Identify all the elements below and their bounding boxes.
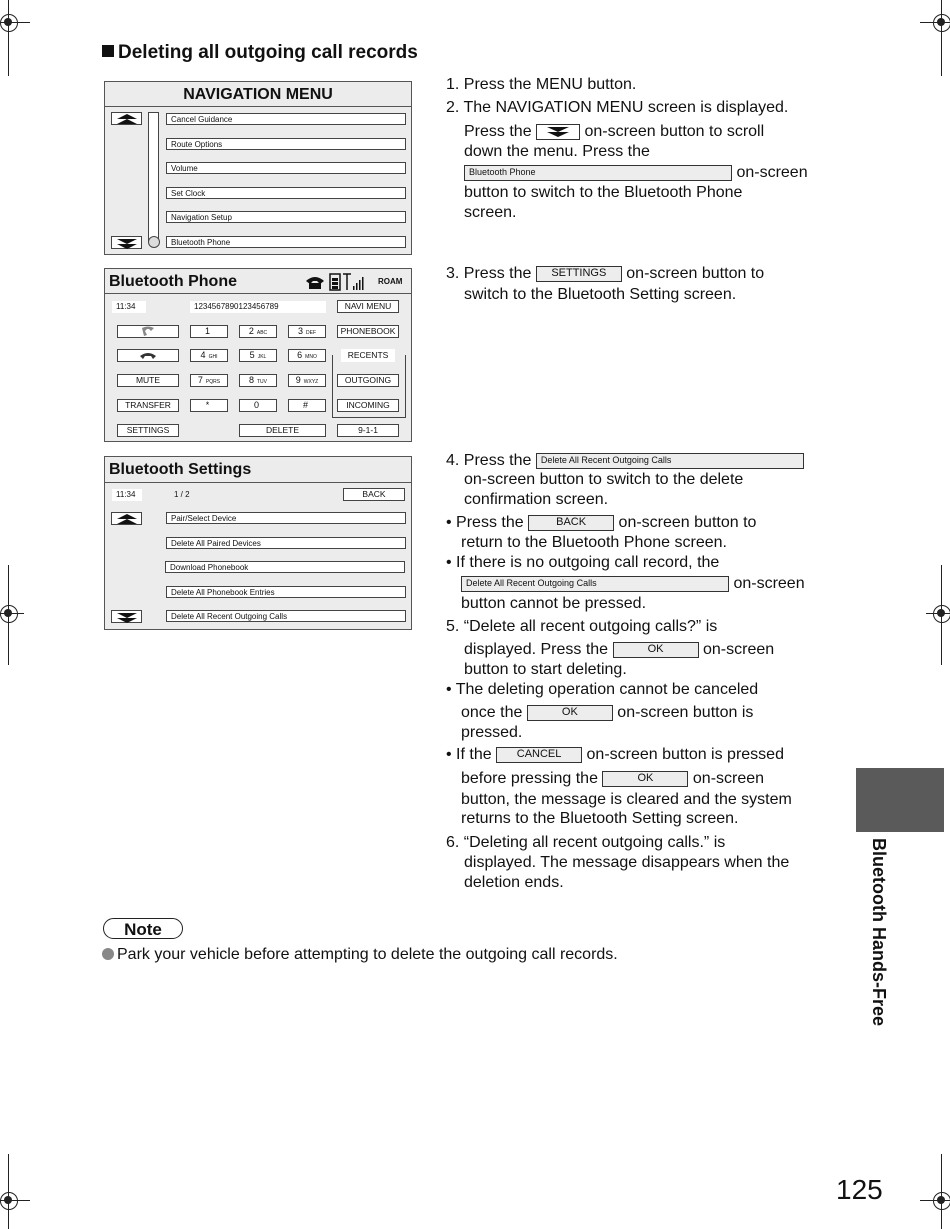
bluetooth-settings-screen: [104, 456, 412, 630]
scroll-down-button[interactable]: [111, 236, 142, 249]
step-text: on-screen button is: [617, 704, 754, 721]
handset-icon: [138, 326, 158, 337]
step-text: on-screen: [692, 770, 765, 787]
dialed-number: 1234567890123456789: [190, 301, 326, 313]
keypad-digit: 3: [297, 326, 303, 336]
step-3: [446, 264, 764, 284]
step-6-line-c: deletion ends.: [464, 874, 564, 891]
keypad-letters: TUV: [257, 379, 267, 385]
note-text: [102, 946, 618, 964]
step-2-line-d: [464, 163, 808, 183]
delete-button[interactable]: DELETE: [239, 424, 326, 437]
step-5-line-b: [464, 640, 774, 660]
inline-cancel-button: CANCEL: [496, 747, 582, 763]
phonebook-button[interactable]: PHONEBOOK: [337, 325, 399, 338]
inline-back-button: BACK: [528, 515, 614, 531]
navigation-menu-title: NAVIGATION MENU: [183, 86, 333, 103]
keypad-digit: 0: [253, 400, 259, 410]
keypad-key[interactable]: [190, 399, 228, 412]
keypad-digit: 6: [297, 350, 303, 360]
keypad-digit: 8: [248, 375, 254, 385]
inline-delete-recent-outgoing-button: Delete All Recent Outgoing Calls: [536, 453, 804, 469]
step-2-line-e: button to switch to the Bluetooth Phone: [464, 184, 743, 201]
note-label: Note: [103, 918, 183, 939]
settings-item-pair-select-device[interactable]: Pair/Select Device: [166, 512, 406, 524]
keypad-key[interactable]: [288, 349, 326, 362]
scroll-up-button[interactable]: [111, 512, 142, 525]
section-title-text: Deleting all outgoing call records: [118, 42, 418, 63]
inline-bluetooth-phone-button: Bluetooth Phone: [464, 165, 732, 181]
settings-item-download-phonebook[interactable]: Download Phonebook: [165, 561, 405, 573]
keypad-letters: PQRS: [205, 379, 221, 385]
step-text: on-screen button to: [618, 514, 757, 531]
step-4-line-c: confirmation screen.: [464, 491, 609, 508]
keypad-digit: #: [302, 400, 308, 410]
double-down-arrow-icon: [112, 611, 143, 624]
crop-mark-bottom-left: [0, 1150, 40, 1229]
step-5: 5. “Delete all recent outgoing calls?” is: [446, 618, 718, 635]
scroll-down-button[interactable]: [111, 610, 142, 623]
bullet-back-line-b: return to the Bluetooth Phone screen.: [461, 534, 727, 551]
keypad-letters: WXYZ: [303, 379, 319, 385]
keypad-key[interactable]: [239, 349, 277, 362]
step-text: on-screen: [733, 575, 805, 592]
inline-ok-button: OK: [527, 705, 613, 721]
keypad-letters: GHI: [208, 354, 218, 360]
square-bullet-icon: [102, 45, 114, 57]
end-call-button[interactable]: [117, 349, 179, 362]
keypad-digit: 7: [197, 375, 203, 385]
bullet-back: [446, 513, 756, 533]
bluetooth-phone-title: Bluetooth Phone: [109, 273, 237, 290]
keypad-key[interactable]: [239, 399, 277, 412]
menu-item-navigation-setup[interactable]: Navigation Setup: [166, 211, 406, 223]
crop-mark-mid-left: [0, 560, 30, 670]
recents-label: RECENTS: [341, 349, 395, 362]
bullet-no-record-line-b: [461, 574, 805, 594]
step-text: on-screen: [702, 641, 775, 658]
step-2: 2. The NAVIGATION MENU screen is displayed.: [446, 99, 789, 116]
bullet-cannot-cancel-line-c: pressed.: [461, 724, 523, 741]
bluetooth-phone-screen: [104, 268, 412, 442]
keypad-key[interactable]: [239, 325, 277, 338]
step-text: before pressing the: [461, 770, 598, 787]
step-text: • Press the: [446, 514, 524, 531]
double-up-arrow-icon: [112, 113, 143, 126]
crop-mark-top-left: [0, 0, 40, 80]
step-text: once the: [461, 704, 523, 721]
keypad-key[interactable]: [190, 325, 228, 338]
bullet-cancel-line-c: button, the message is cleared and the system: [461, 791, 792, 808]
step-text: on-screen button to: [626, 265, 765, 282]
keypad-digit: 1: [204, 326, 210, 336]
step-text: • If the: [446, 746, 492, 763]
step-text: 3. Press the: [446, 265, 532, 282]
keypad-key[interactable]: [288, 374, 326, 387]
section-tab: [856, 768, 944, 832]
menu-item-route-options[interactable]: Route Options: [166, 138, 406, 150]
step-6: 6. “Deleting all recent outgoing calls.” is: [446, 834, 726, 851]
clock: 11:34: [112, 301, 146, 313]
mute-button[interactable]: MUTE: [117, 374, 179, 387]
bullet-cancel-line-b: [461, 769, 764, 789]
menu-item-bluetooth-phone[interactable]: Bluetooth Phone: [166, 236, 406, 248]
step-text: on-screen button is pressed: [586, 746, 784, 763]
bullet-no-record-line-c: button cannot be pressed.: [461, 595, 647, 612]
transfer-button[interactable]: TRANSFER: [117, 399, 179, 412]
crop-mark-top-right: [910, 0, 950, 80]
note-text-content: Park your vehicle before attempting to delete the outgoing call records.: [117, 946, 618, 963]
bullet-no-record: • If there is no outgoing call record, the: [446, 554, 720, 571]
step-text: displayed. Press the: [464, 641, 609, 658]
step-text: Press the: [464, 123, 532, 140]
inline-ok-button: OK: [613, 642, 699, 658]
keypad-letters: ABC: [256, 330, 268, 336]
step-4-line-b: on-screen button to switch to the delete: [464, 471, 744, 488]
page-indicator: 1 / 2: [174, 490, 190, 499]
crop-mark-mid-right: [920, 560, 950, 670]
bullet-cancel-line-d: returns to the Bluetooth Setting screen.: [461, 810, 739, 827]
keypad-digit: *: [205, 400, 210, 410]
keypad-digit: 5: [249, 350, 255, 360]
inline-settings-button: SETTINGS: [536, 266, 622, 282]
step-4: [446, 451, 804, 471]
inline-scroll-down-button: [536, 124, 580, 140]
bullet-cannot-cancel: • The deleting operation cannot be canceled: [446, 681, 759, 698]
emergency-911-button[interactable]: 9-1-1: [337, 424, 399, 437]
double-up-arrow-icon: [112, 513, 143, 526]
step-5-line-c: button to start deleting.: [464, 661, 627, 678]
keypad-key[interactable]: [190, 374, 228, 387]
settings-item-delete-paired-devices[interactable]: Delete All Paired Devices: [166, 537, 406, 549]
keypad-letters: MNO: [305, 354, 317, 360]
step-text: on-screen button to scroll: [584, 123, 765, 140]
step-2-line-f: screen.: [464, 204, 517, 221]
roam-indicator: ROAM: [378, 277, 403, 286]
scroll-thumb[interactable]: [148, 236, 160, 248]
step-2-line-b: [464, 122, 764, 142]
step-text: on-screen: [736, 164, 808, 181]
menu-item-volume[interactable]: Volume: [166, 162, 406, 174]
step-3-line-b: switch to the Bluetooth Setting screen.: [464, 286, 737, 303]
step-6-line-b: displayed. The message disappears when the: [464, 854, 790, 871]
bullet-cannot-cancel-line-b: [461, 703, 753, 723]
keypad-digit: 2: [248, 326, 254, 336]
step-2-line-c: down the menu. Press the: [464, 143, 650, 160]
scroll-up-button[interactable]: [111, 112, 142, 125]
settings-item-delete-phonebook-entries[interactable]: Delete All Phonebook Entries: [166, 586, 406, 598]
inline-delete-recent-outgoing-button: Delete All Recent Outgoing Calls: [461, 576, 729, 592]
step-1: 1. Press the MENU button.: [446, 76, 637, 93]
section-title: [102, 42, 418, 64]
keypad-key[interactable]: [288, 399, 326, 412]
keypad-key[interactable]: [288, 325, 326, 338]
inline-ok-button: OK: [602, 771, 688, 787]
settings-button[interactable]: SETTINGS: [117, 424, 179, 437]
keypad-digit: 9: [295, 375, 301, 385]
step-text: 4. Press the: [446, 452, 532, 469]
navi-menu-button[interactable]: NAVI MENU: [337, 300, 399, 313]
keypad-digit: 4: [200, 350, 206, 360]
scroll-track[interactable]: [148, 112, 159, 242]
crop-mark-bottom-right: [910, 1150, 950, 1229]
double-down-arrow-icon: [112, 237, 143, 250]
keypad-letters: JKL: [257, 354, 267, 360]
outgoing-button[interactable]: OUTGOING: [337, 374, 399, 387]
keypad-letters: DEF: [306, 330, 316, 336]
call-button[interactable]: [117, 325, 179, 338]
keypad-key[interactable]: [190, 349, 228, 362]
side-tab-label: Bluetooth Hands-Free: [869, 838, 889, 1027]
back-button[interactable]: BACK: [343, 488, 405, 501]
navigation-menu-screen: [104, 81, 412, 255]
keypad-key[interactable]: [239, 374, 277, 387]
phone-battery-signal-icon: [305, 272, 375, 292]
menu-item-cancel-guidance[interactable]: Cancel Guidance: [166, 113, 406, 125]
double-down-arrow-icon: [537, 125, 579, 139]
bluetooth-settings-title: Bluetooth Settings: [109, 461, 252, 478]
menu-item-set-clock[interactable]: Set Clock: [166, 187, 406, 199]
page-number: 125: [836, 1174, 883, 1205]
bullet-cancel: [446, 745, 784, 765]
bullet-dot-icon: [102, 948, 114, 960]
incoming-button[interactable]: INCOMING: [337, 399, 399, 412]
hang-up-icon: [138, 350, 158, 361]
settings-item-delete-recent-outgoing-calls[interactable]: Delete All Recent Outgoing Calls: [166, 610, 406, 622]
clock: 11:34: [112, 489, 142, 501]
